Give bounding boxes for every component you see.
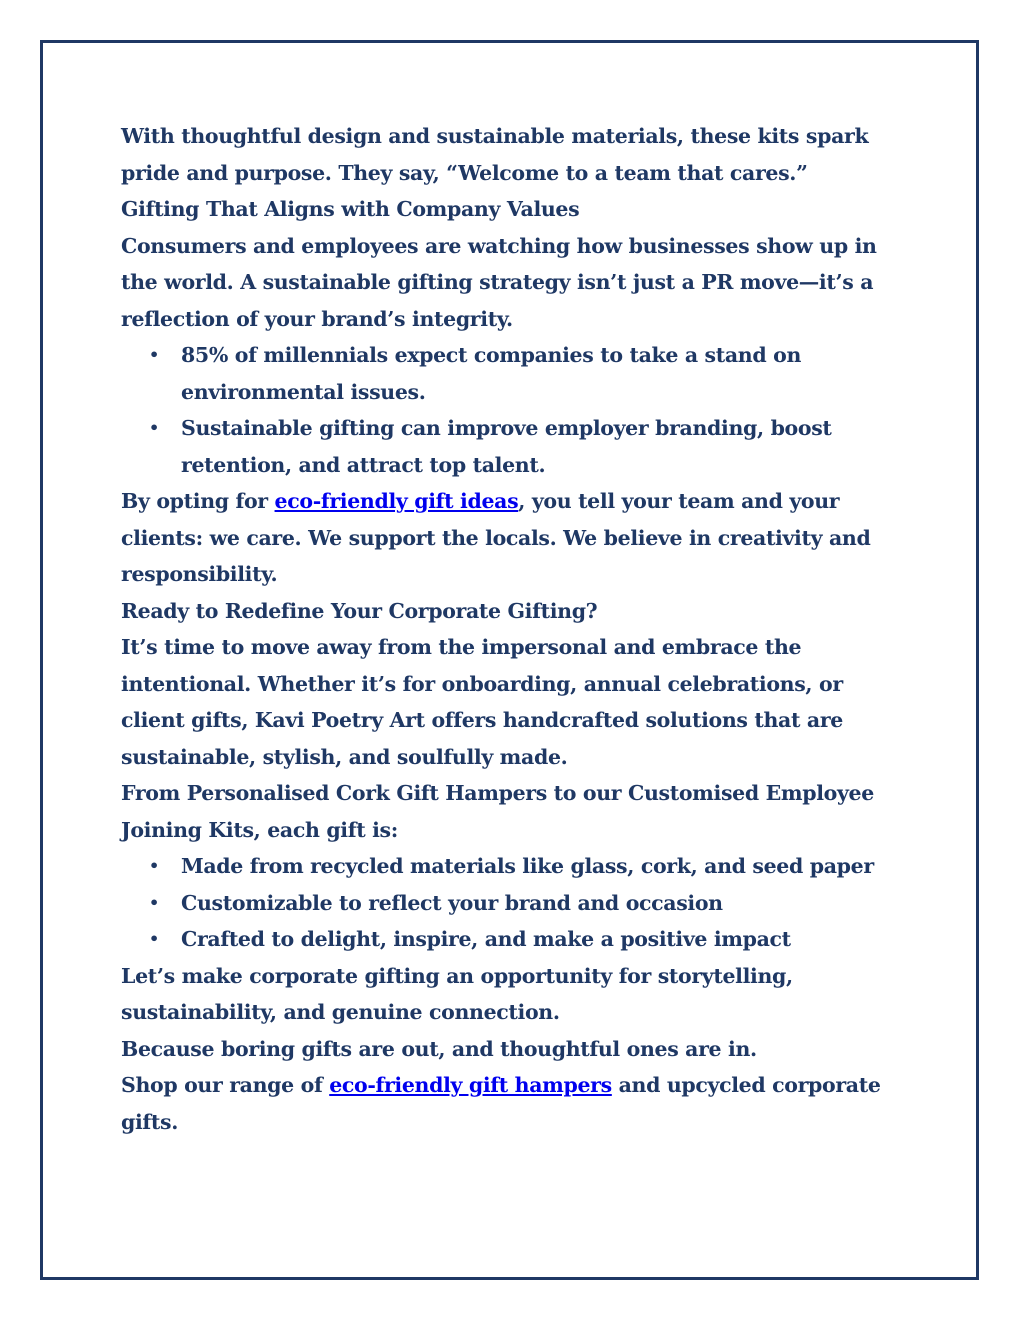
text-segment: , you tell your team and your clients: we care. We support the locals. We believe in creativity and responsibility. <box>121 489 871 586</box>
text-segment: By opting for <box>121 489 275 513</box>
list-item: • Crafted to delight, inspire, and make a positive impact <box>181 921 911 958</box>
list-item: • 85% of millennials expect companies to take a stand on environmental issues. <box>181 337 911 410</box>
storytelling-paragraph: Let’s make corporate gifting an opportunity for storytelling, sustainability, and genuine connection. <box>121 963 793 1024</box>
intentional-paragraph: It’s time to move away from the impersonal and embrace the intentional. Whether it’s for onboarding, annual celebrations, or client gifts, Kavi Poetry Art offers handcrafted solutions that are sustainable, stylish, and soulfully made. <box>121 635 843 769</box>
values-paragraph: Consumers and employees are watching how businesses show up in the world. A sustainable gifting strategy isn’t just a PR move—it’s a reflection of your brand’s integrity. <box>121 233 877 331</box>
list-item: • Made from recycled materials like glass, cork, and seed paper <box>181 848 911 885</box>
boring-gifts-paragraph: Because boring gifts are out, and thoughtful ones are in. <box>121 1036 757 1061</box>
eco-friendly-gift-hampers-link[interactable]: eco-friendly gift hampers <box>329 1073 612 1097</box>
section-heading-redefine: Ready to Redefine Your Corporate Gifting? <box>121 598 598 623</box>
eco-friendly-gift-ideas-link[interactable]: eco-friendly gift ideas <box>274 489 519 513</box>
section-heading-values: Gifting That Aligns with Company Values <box>121 197 580 221</box>
gift-features-list <box>121 848 911 958</box>
products-paragraph: From Personalised Cork Gift Hampers to our Customised Employee Joining Kits, each gift is: <box>121 781 874 842</box>
intro-paragraph: With thoughtful design and sustainable materials, these kits spark pride and purpose. They say, “Welcome to a team that cares.” <box>121 124 869 185</box>
opting-paragraph <box>121 483 911 593</box>
text-segment: and upcycled corporate gifts. <box>121 1073 881 1134</box>
shop-paragraph <box>121 1067 911 1140</box>
values-list <box>121 337 911 483</box>
text-segment: Shop our range of <box>121 1073 330 1097</box>
document-body <box>121 118 911 1140</box>
list-item: • Customizable to reflect your brand and occasion <box>181 885 911 922</box>
list-item: • Sustainable gifting can improve employer branding, boost retention, and attract top talent. <box>181 410 911 483</box>
